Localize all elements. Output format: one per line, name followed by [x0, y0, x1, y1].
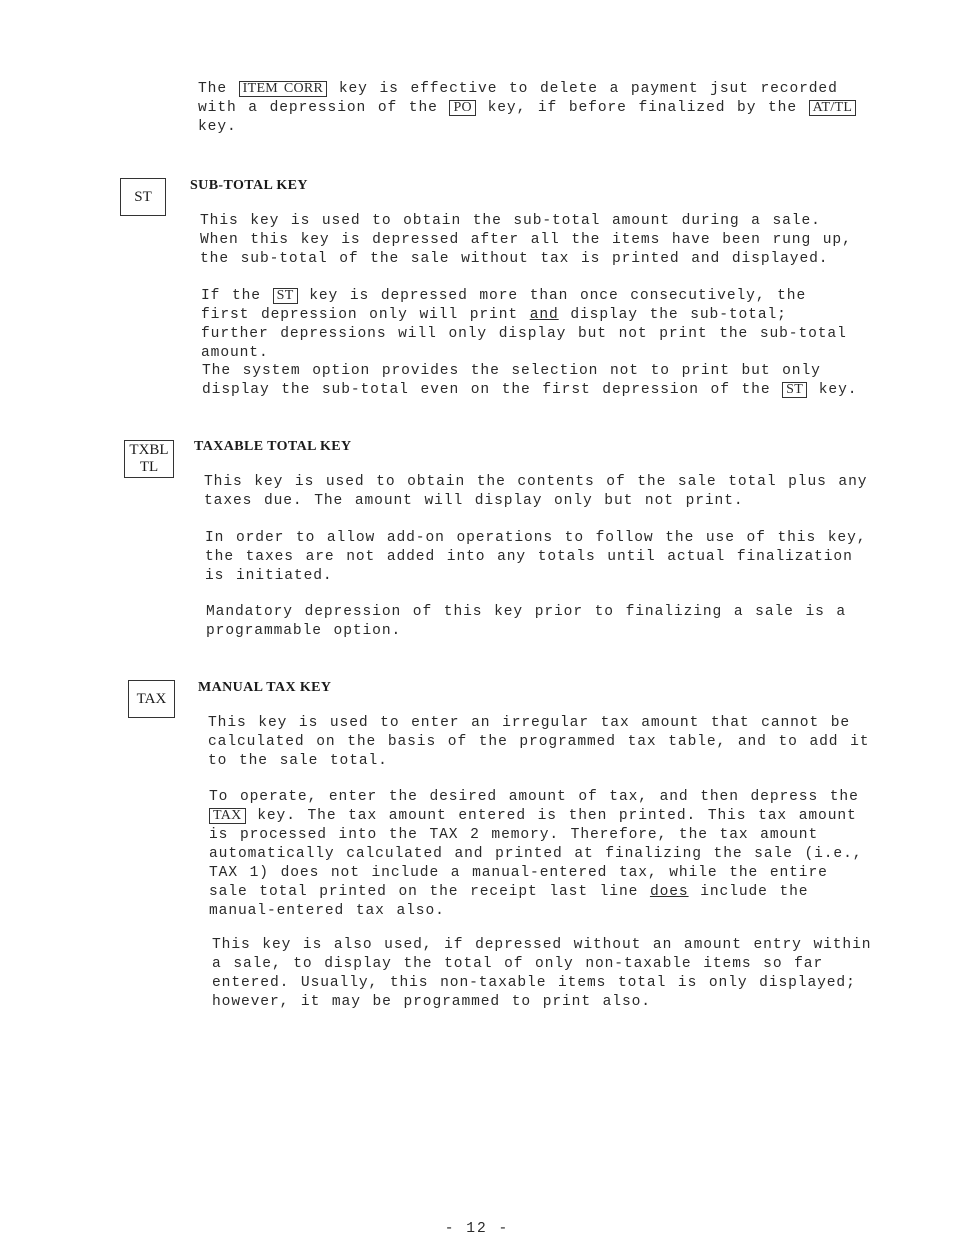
intro-text-2: key is effective to delete a payment jsut recorded with a depression of the: [198, 81, 838, 116]
txbl-paragraph-1: This key is used to obtain the contents of the sale total plus any taxes due. The amount will display only but not print.: [204, 474, 868, 509]
intro-text-4: key.: [198, 119, 237, 135]
tax-inline-key: TAX: [209, 808, 246, 824]
st-p3-text-1: The system option provides the selection not to print but only display the sub-total even on the first depression of the: [202, 363, 821, 398]
tax-heading: MANUAL TAX KEY: [198, 680, 332, 695]
tax-paragraph-3: This key is also used, if depressed without an amount entry within a sale, to display the total of only non-taxable items so far entered. Usually, this non-taxable items total is only displayed; however, it may be programmed to print also.: [212, 937, 872, 1010]
tax-paragraph-1: This key is used to enter an irregular tax amount that cannot be calculated on the basis of the programmed tax table, and to add it to the sale total.: [208, 715, 870, 769]
st-key-label: ST: [134, 188, 152, 205]
txbl-paragraph-2: In order to allow add-on operations to follow the use of this key, the taxes are not added into any totals until actual finalization is initiated.: [205, 530, 867, 584]
st-inline-key: ST: [273, 288, 298, 304]
st-paragraph-1: This key is used to obtain the sub-total amount during a sale. When this key is depressed after all the items have been rung up, the sub-total of the sale without tax is printed and displayed.: [200, 213, 852, 267]
po-key: PO: [449, 100, 476, 116]
st-paragraph-3: [202, 362, 866, 400]
st-inline-key-2: ST: [782, 382, 807, 398]
st-heading: SUB-TOTAL KEY: [190, 178, 308, 193]
at-tl-key: AT/TL: [809, 100, 857, 116]
st-p2-text-3: display the sub-total; further depressions will only display but not print the sub-total amount.: [201, 307, 847, 361]
intro-text-3: key, if before finalized by the: [475, 100, 809, 116]
tax-p2-text-3: include the manual-entered tax also.: [209, 884, 809, 919]
tax-p2-text-1: To operate, enter the desired amount of tax, and then depress the: [209, 789, 859, 805]
txbl-key-label-1: TXBL: [129, 442, 169, 458]
page-number: - 12 -: [444, 1221, 510, 1237]
txbl-key-label-2: TL: [139, 459, 159, 475]
tax-key-label: TAX: [136, 690, 167, 707]
st-p2-text-2: key is depressed more than once consecutively, the first depression only will print: [201, 288, 807, 323]
tax-p2-text-2: key. The tax amount entered is then printed. This tax amount is processed into the TAX 2 memory. Therefore, the tax amount automatically calculated and printed at finalizing the sale (i.e., TAX 1) does not include a manual-entered tax, while the entire sale total printed on the receipt last line: [209, 808, 863, 900]
txbl-tl-key-icon: [124, 440, 174, 478]
tax-key-icon: [128, 680, 175, 718]
tax-p2-underlined: does: [649, 884, 689, 900]
intro-text-1: The: [198, 81, 239, 97]
txbl-paragraph-3: Mandatory depression of this key prior to finalizing a sale is a programmable option.: [206, 604, 847, 639]
st-p2-underlined: and: [529, 307, 559, 323]
item-corr-key: ITEM CORR: [239, 81, 328, 97]
txbl-heading: TAXABLE TOTAL KEY: [194, 439, 352, 454]
st-p3-text-2: key.: [807, 382, 858, 398]
st-key-icon: [120, 178, 166, 216]
intro-paragraph: [198, 80, 862, 137]
st-paragraph-2: [201, 287, 865, 363]
st-p2-text-1: If the: [201, 288, 273, 304]
tax-paragraph-2: [209, 788, 873, 921]
